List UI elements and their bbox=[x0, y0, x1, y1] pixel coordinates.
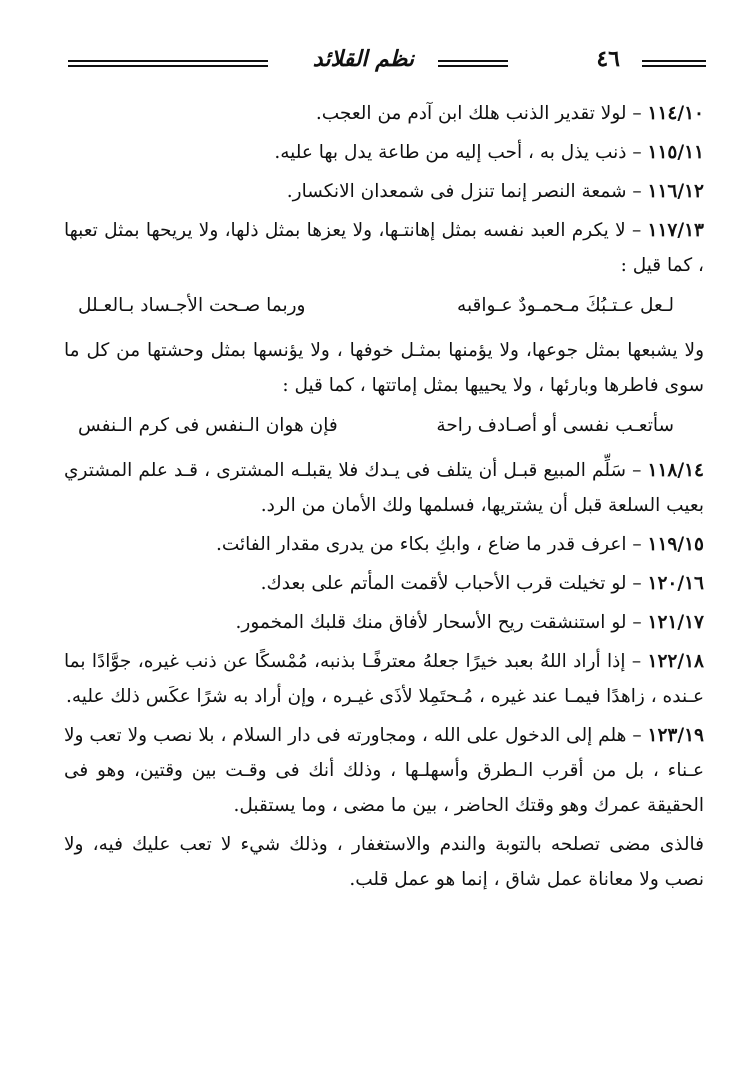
item-number: ١١٨/١٤ bbox=[647, 460, 704, 481]
paragraph-117 bbox=[64, 213, 704, 283]
paragraph-text: – اعرف قدر ما ضاع ، وابكِ بكاء من يدرى مقدار الفائت. bbox=[215, 534, 642, 555]
paragraph-120 bbox=[64, 566, 704, 601]
page-header bbox=[68, 46, 706, 90]
verse-1 bbox=[64, 287, 704, 325]
paragraph-119 bbox=[64, 527, 704, 562]
item-number: ١٢٠/١٦ bbox=[647, 573, 704, 594]
paragraph-text: – لو استنشقت ريح الأسحار لأفاق منك قلبك المخمور. bbox=[235, 612, 642, 633]
body-text bbox=[64, 96, 704, 901]
verse-2-second-hemistich: فإن هوان الـنفس فى كرم الـنفس bbox=[78, 415, 338, 436]
item-number: ١١٧/١٣ bbox=[647, 220, 704, 241]
item-number: ١١٩/١٥ bbox=[647, 534, 704, 555]
item-number: ١١٥/١١ bbox=[647, 142, 704, 163]
paragraph-text: – إذا أراد اللهُ بعبد خيرًا جعلهُ معترفًـا بذنبه، مُمْسكًا عن ذنب غيره، جوَّادًا بما عـنده ، زاهدًا فيمـا عند غيره ، مُـحتَمِلا لأذَى غيـره ، وإن أراد به شرًا عكَس ذلك عليه. bbox=[64, 651, 704, 707]
paragraph-123 bbox=[64, 718, 704, 823]
header-rule-middle bbox=[438, 60, 508, 67]
paragraph-text: – هلم إلى الدخول على الله ، ومجاورته فى دار السلام ، بلا نصب ولا تعب ولا عـناء ، بل من أقرب الـطرق وأسهلـها ، وذلك أنك فى وقـت بين وقتين، وهو فى الحقيقة عمرك وهو وقتك الحاضر ، بين ما مضى ، وما يستقبل. bbox=[64, 725, 704, 816]
paragraph-text: – ذنب يذل به ، أحب إليه من طاعة يدل بها عليه. bbox=[274, 142, 642, 163]
item-number: ١٢١/١٧ bbox=[647, 612, 704, 633]
paragraph-text: – لو تخيلت قرب الأحباب لأقمت المأتم على بعدك. bbox=[260, 573, 642, 594]
item-number: ١٢٢/١٨ bbox=[647, 651, 704, 672]
item-number: ١١٤/١٠ bbox=[647, 103, 704, 124]
paragraph-115 bbox=[64, 135, 704, 170]
running-title: نظم القلائد bbox=[312, 46, 414, 72]
page-number: ٤٦ bbox=[596, 46, 620, 72]
item-number: ١١٦/١٢ bbox=[647, 181, 704, 202]
header-rule-right bbox=[642, 60, 706, 67]
paragraph-122 bbox=[64, 644, 704, 714]
verse-1-second-hemistich: وربما صـحت الأجـساد بـالعـلل bbox=[78, 295, 306, 316]
paragraph-121 bbox=[64, 605, 704, 640]
header-rule-left bbox=[68, 60, 268, 67]
paragraph-114 bbox=[64, 96, 704, 131]
paragraph-after-verse-1: ولا يشبعها بمثل جوعها، ولا يؤمنها بمثـل خوفها ، ولا يؤنسها بمثل وحشتها من كل ما سوى فاطرها وبارئها ، ولا يحييها بمثل إماتتها ، كما قيل : bbox=[64, 340, 704, 396]
paragraph-text: – لولا تقدير الذنب هلك ابن آدم من العجب. bbox=[315, 103, 642, 124]
paragraph-text: – لا يكرم العبد نفسه بمثل إهانتـها، ولا يعزها بمثل ذلها، ولا يريحها بمثل تعبها ، كما قيل : bbox=[64, 220, 704, 276]
verse-1-first-hemistich: لـعل عـتـبُكَ مـحمـودٌ عـواقبه bbox=[457, 295, 674, 316]
paragraph-text: – شمعة النصر إنما تنزل فى شمعدان الانكسار. bbox=[286, 181, 642, 202]
paragraph-116 bbox=[64, 174, 704, 209]
closing-paragraph: فالذى مضى تصلحه بالتوبة والندم والاستغفار ، وذلك شيء لا تعب عليك فيه، ولا نصب ولا معاناة عمل شاق ، إنما هو عمل قلب. bbox=[64, 834, 704, 890]
item-number: ١٢٣/١٩ bbox=[647, 725, 704, 746]
verse-2 bbox=[64, 407, 704, 445]
paragraph-118 bbox=[64, 453, 704, 523]
verse-2-first-hemistich: سأتعـب نفسى أو أصـادف راحة bbox=[436, 415, 674, 436]
paragraph-text: – سَلِّم المبيع قبـل أن يتلف فى يـدك فلا يقبلـه المشترى ، قـد علم المشتري بعيب السلعة قبل أن يشتريها، فسلمها ولك الأمان من الرد. bbox=[64, 460, 704, 516]
